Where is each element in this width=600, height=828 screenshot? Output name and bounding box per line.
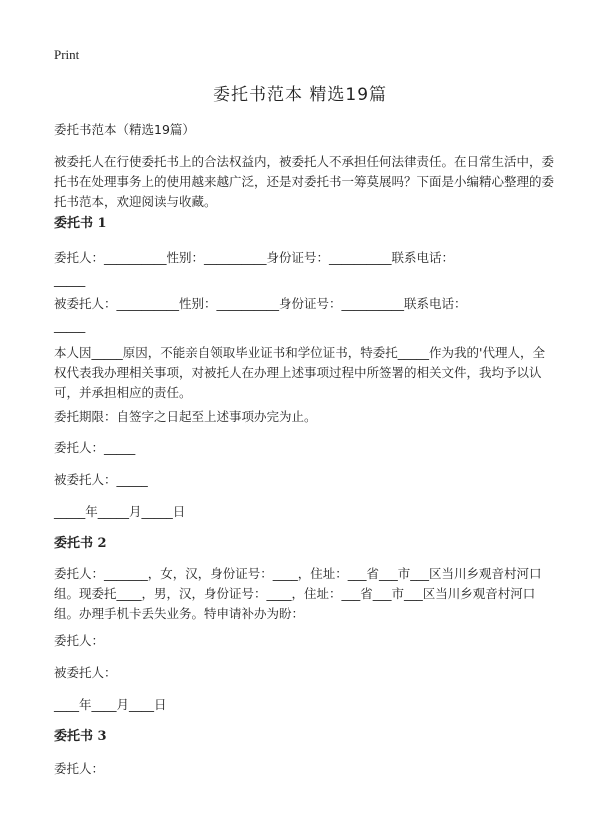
section-3-principal-signature: 委托人： <box>54 761 105 776</box>
subtitle: 委托书范本（精选19篇） <box>54 122 195 137</box>
section-1-agent-line: 被委托人：__________性别：__________身份证号：__________联系电话： <box>54 296 467 311</box>
page-title: 委托书范本 精选19篇 <box>212 85 388 105</box>
section-1-body: 本人因_____原因，不能亲自领取毕业证书和学位证书，特委托_____作为我的'代理人，全权代表我办理相关事项，对被托人在办理上述事项过程中所签署的相关文件，我均予以认可，并承担相应的责任。 <box>54 345 545 400</box>
section-3-heading: 委托书 3 <box>54 729 107 744</box>
intro-paragraph: 被委托人在行使委托书上的合法权益内，被委托人不承担任何法律责任。在日常生活中，委托书在处理事务上的使用越来越广泛，还是对委托书一筹莫展吗？下面是小编精心整理的委托书范本，欢迎阅读与收藏。 <box>54 154 555 209</box>
section-2-principal-signature: 委托人： <box>54 633 105 648</box>
section-1-principal-line-cont: _____ <box>54 272 86 287</box>
section-2-date: ____年____月____日 <box>54 697 167 712</box>
section-1-principal-signature: 委托人：_____ <box>54 440 136 455</box>
section-2-heading: 委托书 2 <box>54 536 107 551</box>
section-1-heading: 委托书 1 <box>54 216 107 231</box>
section-1-agent-line-cont: _____ <box>54 318 86 333</box>
section-1-date: _____年_____月_____日 <box>54 504 186 519</box>
section-2-body: 委托人：_______，女，汉，身份证号：____，住址：___省___市___区当川乡观音村河口组。现委托____，男，汉，身份证号：____，住址：___省___市___区当川乡观音村河口组。办理手机卡丢失业务。特申请补办为盼： <box>54 566 542 621</box>
section-1-principal-line: 委托人：__________性别：__________身份证号：__________联系电话： <box>54 250 455 265</box>
section-1-agent-signature: 被委托人：_____ <box>54 472 148 487</box>
section-2-agent-signature: 被委托人： <box>54 665 117 680</box>
print-link[interactable]: Print <box>54 47 80 62</box>
section-1-term: 委托期限：自签字之日起至上述事项办完为止。 <box>54 409 317 424</box>
